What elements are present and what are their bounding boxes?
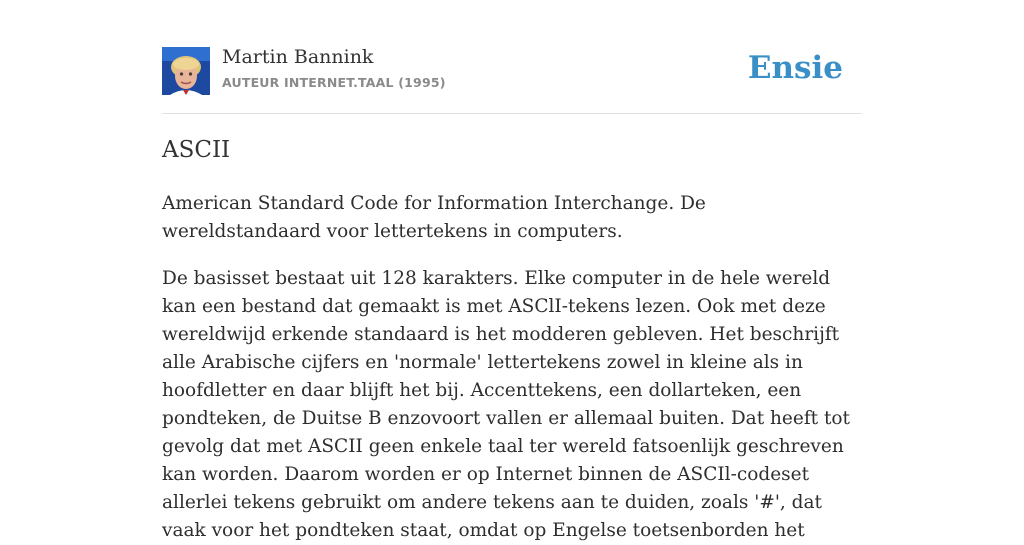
entry-title: ASCII [162, 137, 231, 163]
entry-paragraph: American Standard Code for Information Interchange. De wereldstandaard voor lettertekens in computers. [162, 193, 706, 242]
entry-paragraph: De basisset bestaat uit 128 karakters. Elke computer in de hele wereld kan een bestand dat gemaakt is met ASClI-tekens lezen. Ook met deze wereldwijd erkende standaard is het modderen gebleven. Het beschrijft alle Arabische cijfers en 'normale' lettertekens zowel in kleine als in hoofdletter en daar blijft het bij. Accenttekens, een dollarteken, een pondteken, de Duitse B enzovoort vallen er allemaal buiten. Dat heeft tot gevolg dat met ASCII geen enkele taal ter wereld fatsoenlijk geschreven kan worden. Daarom worden er op Internet binnen de ASCIl-codeset allerlei tekens gebruikt om andere tekens aan te duiden, zoals '#', dat vaak voor het pondteken staat, omdat op Engelse toetsenborden het [162, 268, 850, 541]
author-photo-icon [162, 47, 210, 95]
entry-header [162, 0, 862, 114]
author-role: AUTEUR INTERNET.TAAL (1995) [222, 75, 446, 90]
author-avatar[interactable] [162, 47, 210, 95]
entry-card [162, 0, 862, 541]
author-name[interactable]: Martin Bannink [222, 46, 374, 68]
brand-logo[interactable]: Ensie [747, 50, 843, 86]
